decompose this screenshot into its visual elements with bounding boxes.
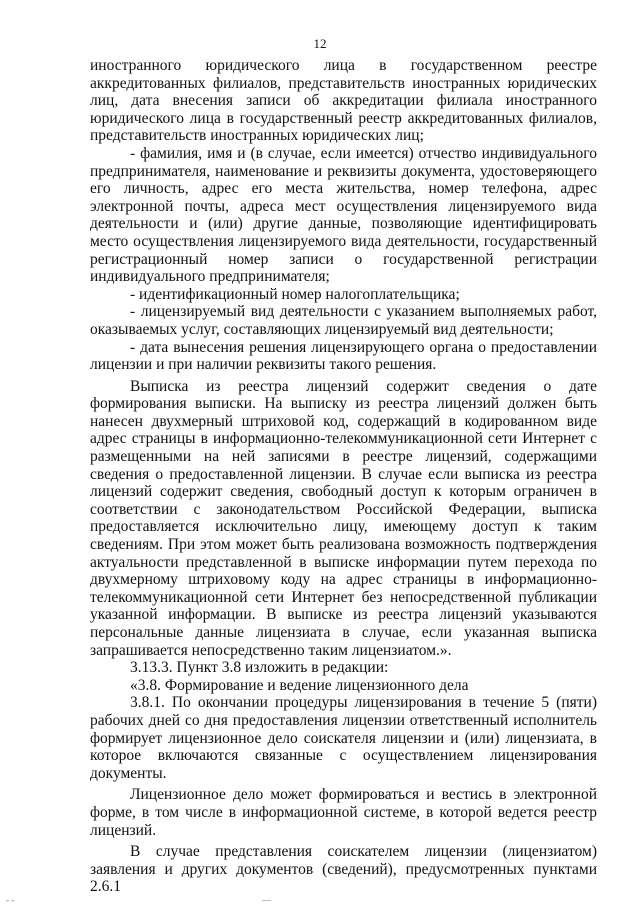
paragraph-11: В случае представления соискателем лицензии (лицензиатом) заявления и других документов (сведений), предусмотренных пунктами 2.6.1 — [90, 843, 597, 896]
paragraph-7: 3.13.3. Пункт 3.8 изложить в редакции: — [130, 659, 389, 677]
page-number: 12 — [313, 36, 327, 51]
scan-mark-left: - - — [6, 895, 15, 905]
paragraph-4: - лицензируемый вид деятельности с указанием выполняемых работ, оказываемых услуг, составляющих лицензируемый вид деятельности; — [90, 303, 597, 338]
paragraph-10: Лицензионное дело может формироваться и вестись в электронной форме, в том числе в информационной системе, в которой ведется реестр лицензий. — [90, 786, 597, 839]
document-body — [90, 57, 597, 896]
paragraph-5: - дата вынесения решения лицензирующего органа о предоставлении лицензии и при наличии реквизиты такого решения. — [90, 338, 597, 374]
paragraph-1: иностранного юридического лица в государственном реестре аккредитованных филиалов, представительств иностранных юридических лиц, дата внесения записи об аккредитации филиала иностранного юридического лица в государственный реестр аккредитованных филиалов, представительств иностранных юридических лиц; — [90, 57, 597, 145]
paragraph-8: «3.8. Формирование и ведение лицензионного дела — [130, 676, 469, 694]
paragraph-3: - идентификационный номер налогоплательщика; — [130, 285, 460, 303]
paragraph-2: - фамилия, имя и (в случае, если имеется) отчество индивидуального предпринимателя, наименование и реквизиты документа, удостоверяющего его личность, адрес его места жительства, номер телефона, адрес электронной почты, адреса мест осуществления лицензируемого вида деятельности и (или) другие данные, позволяющие идентифицировать место осуществления лицензируемого вида деятельности, государственный регистрационный номер записи о государственной регистрации индивидуального предпринимателя; — [90, 144, 597, 286]
paragraph-9: 3.8.1. По окончании процедуры лицензирования в течение 5 (пяти) рабочих дней со дня предоставления лицензии ответственный исполнитель формирует лицензионное дело соискателя лицензии и (или) лицензиата, в которое включаются связанные с осуществлением лицензирования документы. — [90, 694, 597, 782]
paragraph-6: Выписка из реестра лицензий содержит сведения о дате формирования выписки. На выписку из реестра лицензий должен быть нанесен двухмерный штриховой код, содержащий в кодированном виде адрес страницы в информационно-телекоммуникационной сети Интернет с размещенными на ней записями в реестре лицензий, содержащими сведения о предоставленной лицензии. В случае если выписка из реестра лицензий содержит сведения, свободный доступ к которым ограничен в соответствии с законодательством Российской Федерации, выписка предоставляется исключительно лицу, имеющему доступ к таким сведениям. При этом может быть реализована возможность подтверждения актуальности представленной в выписке информации путем перехода по двухмерному штриховому коду на адрес страницы в информационно-телекоммуникационной сети Интернет без непосредственной публикации указанной информации. В выписке из реестра лицензий указываются персональные данные лицензиата в случае, если указанная выписка запрашивается непосредственно таким лицензиатом.». — [90, 377, 597, 659]
scan-mark-center: — — [262, 895, 271, 905]
